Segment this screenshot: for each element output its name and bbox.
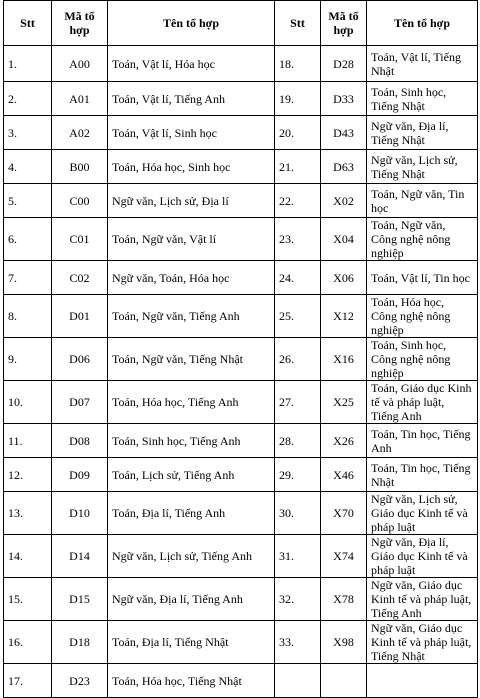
table-row bbox=[4, 116, 478, 150]
header-code-left: Mã tổ hợp bbox=[52, 1, 108, 46]
table-header-row bbox=[4, 1, 478, 46]
cell-stt-left: 8. bbox=[4, 295, 52, 338]
subject-combination-table bbox=[3, 0, 478, 698]
cell-stt-right: 30. bbox=[275, 492, 321, 535]
cell-name-right: Toán, Ngữ văn, Công nghệ nông nghiệp bbox=[367, 218, 478, 261]
cell-stt-left: 12. bbox=[4, 458, 52, 492]
cell-code-right: D28 bbox=[321, 46, 367, 82]
cell-code-left: D09 bbox=[52, 458, 108, 492]
cell-stt-left: 13. bbox=[4, 492, 52, 535]
cell-name-left: Toán, Lịch sử, Tiếng Anh bbox=[108, 458, 275, 492]
cell-name-left: Toán, Vật lí, Tiếng Anh bbox=[108, 82, 275, 116]
cell-name-left: Toán, Sinh học, Tiếng Anh bbox=[108, 424, 275, 458]
table-body bbox=[4, 46, 478, 698]
cell-code-left: D06 bbox=[52, 338, 108, 381]
table-row bbox=[4, 621, 478, 664]
cell-stt-left: 16. bbox=[4, 621, 52, 664]
cell-name-right: Toán, Sinh học, Tiếng Nhật bbox=[367, 82, 478, 116]
cell-name-right: Toán, Sinh học, Công nghệ nông nghiệp bbox=[367, 338, 478, 381]
cell-stt-right: 21. bbox=[275, 150, 321, 184]
cell-stt-left: 7. bbox=[4, 261, 52, 295]
table-row bbox=[4, 578, 478, 621]
cell-name-left: Toán, Ngữ văn, Vật lí bbox=[108, 218, 275, 261]
cell-code-left: D07 bbox=[52, 381, 108, 424]
cell-stt-right: 25. bbox=[275, 295, 321, 338]
cell-code-left: D01 bbox=[52, 295, 108, 338]
cell-stt-left: 1. bbox=[4, 46, 52, 82]
cell-stt-right: 27. bbox=[275, 381, 321, 424]
table-row bbox=[4, 46, 478, 82]
cell-name-left: Toán, Địa lí, Tiếng Nhật bbox=[108, 621, 275, 664]
cell-name-left: Ngữ văn, Lịch sử, Địa lí bbox=[108, 184, 275, 218]
cell-name-right: Toán, Vật lí, Tiếng Nhật bbox=[367, 46, 478, 82]
cell-stt-right: 22. bbox=[275, 184, 321, 218]
table-row bbox=[4, 535, 478, 578]
table-row bbox=[4, 492, 478, 535]
cell-code-right: X46 bbox=[321, 458, 367, 492]
cell-code-right: X78 bbox=[321, 578, 367, 621]
table-row bbox=[4, 218, 478, 261]
cell-code-left: A01 bbox=[52, 82, 108, 116]
cell-stt-right: 26. bbox=[275, 338, 321, 381]
cell-stt-left: 11. bbox=[4, 424, 52, 458]
cell-name-right: Toán, Hóa học, Công nghệ nông nghiệp bbox=[367, 295, 478, 338]
cell-name-right: Toán, Ngữ văn, Tin học bbox=[367, 184, 478, 218]
cell-stt-left: 17. bbox=[4, 664, 52, 698]
cell-stt-right: 18. bbox=[275, 46, 321, 82]
header-stt-left: Stt bbox=[4, 1, 52, 46]
cell-stt-left: 2. bbox=[4, 82, 52, 116]
table-row bbox=[4, 295, 478, 338]
table-row bbox=[4, 82, 478, 116]
cell-stt-left: 6. bbox=[4, 218, 52, 261]
header-name-left: Tên tổ hợp bbox=[108, 1, 275, 46]
cell-code-left: D23 bbox=[52, 664, 108, 698]
cell-stt-right: 28. bbox=[275, 424, 321, 458]
cell-code-right: X98 bbox=[321, 621, 367, 664]
cell-name-right: Ngữ văn, Giáo dục Kinh tế và pháp luật, Tiếng Anh bbox=[367, 578, 478, 621]
cell-name-right: Toán, Giáo dục Kinh tế và pháp luật, Tiếng Anh bbox=[367, 381, 478, 424]
cell-code-left: C00 bbox=[52, 184, 108, 218]
cell-name-left: Toán, Hóa học, Sinh học bbox=[108, 150, 275, 184]
cell-code-right: X04 bbox=[321, 218, 367, 261]
cell-stt-right bbox=[275, 664, 321, 698]
cell-stt-right: 23. bbox=[275, 218, 321, 261]
cell-stt-left: 15. bbox=[4, 578, 52, 621]
table-row bbox=[4, 150, 478, 184]
cell-name-right bbox=[367, 664, 478, 698]
cell-name-left: Toán, Hóa học, Tiếng Nhật bbox=[108, 664, 275, 698]
table-row bbox=[4, 338, 478, 381]
table-row bbox=[4, 458, 478, 492]
cell-name-left: Ngữ văn, Lịch sử, Tiếng Anh bbox=[108, 535, 275, 578]
cell-name-left: Toán, Hóa học, Tiếng Anh bbox=[108, 381, 275, 424]
cell-code-left: D18 bbox=[52, 621, 108, 664]
header-name-right: Tên tổ hợp bbox=[367, 1, 478, 46]
cell-stt-right: 32. bbox=[275, 578, 321, 621]
cell-name-right: Ngữ văn, Địa lí, Tiếng Nhật bbox=[367, 116, 478, 150]
cell-code-right: X25 bbox=[321, 381, 367, 424]
cell-name-right: Toán, Tin học, Tiếng Nhật bbox=[367, 458, 478, 492]
table-row bbox=[4, 184, 478, 218]
cell-code-left: D14 bbox=[52, 535, 108, 578]
cell-code-right: D63 bbox=[321, 150, 367, 184]
cell-name-left: Toán, Ngữ văn, Tiếng Anh bbox=[108, 295, 275, 338]
cell-stt-left: 5. bbox=[4, 184, 52, 218]
cell-code-left: A02 bbox=[52, 116, 108, 150]
cell-code-right bbox=[321, 664, 367, 698]
cell-stt-left: 3. bbox=[4, 116, 52, 150]
cell-name-right: Toán, Tin học, Tiếng Anh bbox=[367, 424, 478, 458]
cell-name-left: Ngữ văn, Toán, Hóa học bbox=[108, 261, 275, 295]
cell-stt-right: 19. bbox=[275, 82, 321, 116]
cell-name-right: Ngữ văn, Giáo dục Kinh tế và pháp luật, Tiếng Nhật bbox=[367, 621, 478, 664]
cell-stt-right: 33. bbox=[275, 621, 321, 664]
cell-name-left: Ngữ văn, Địa lí, Tiếng Anh bbox=[108, 578, 275, 621]
cell-name-left: Toán, Ngữ văn, Tiếng Nhật bbox=[108, 338, 275, 381]
cell-stt-right: 24. bbox=[275, 261, 321, 295]
cell-code-left: C02 bbox=[52, 261, 108, 295]
cell-code-left: B00 bbox=[52, 150, 108, 184]
cell-code-left: C01 bbox=[52, 218, 108, 261]
table-row bbox=[4, 424, 478, 458]
cell-code-left: D08 bbox=[52, 424, 108, 458]
header-stt-right: Stt bbox=[275, 1, 321, 46]
cell-name-left: Toán, Vật lí, Sinh học bbox=[108, 116, 275, 150]
cell-stt-right: 31. bbox=[275, 535, 321, 578]
cell-name-left: Toán, Địa lí, Tiếng Anh bbox=[108, 492, 275, 535]
cell-code-right: D33 bbox=[321, 82, 367, 116]
cell-stt-left: 9. bbox=[4, 338, 52, 381]
cell-code-right: X06 bbox=[321, 261, 367, 295]
cell-stt-left: 10. bbox=[4, 381, 52, 424]
cell-code-right: X70 bbox=[321, 492, 367, 535]
cell-code-right: D43 bbox=[321, 116, 367, 150]
cell-name-right: Ngữ văn, Lịch sử, Tiếng Nhật bbox=[367, 150, 478, 184]
cell-code-left: D10 bbox=[52, 492, 108, 535]
cell-stt-left: 4. bbox=[4, 150, 52, 184]
cell-code-right: X12 bbox=[321, 295, 367, 338]
table-row bbox=[4, 664, 478, 698]
cell-code-left: D15 bbox=[52, 578, 108, 621]
cell-code-right: X02 bbox=[321, 184, 367, 218]
cell-code-right: X26 bbox=[321, 424, 367, 458]
cell-name-left: Toán, Vật lí, Hóa học bbox=[108, 46, 275, 82]
cell-name-right: Ngữ văn, Địa lí, Giáo dục Kinh tế và pháp luật bbox=[367, 535, 478, 578]
table-row bbox=[4, 381, 478, 424]
cell-stt-right: 29. bbox=[275, 458, 321, 492]
cell-code-right: X16 bbox=[321, 338, 367, 381]
cell-name-right: Ngữ văn, Lịch sử, Giáo dục Kinh tế và pháp luật bbox=[367, 492, 478, 535]
cell-code-right: X74 bbox=[321, 535, 367, 578]
cell-code-left: A00 bbox=[52, 46, 108, 82]
cell-stt-left: 14. bbox=[4, 535, 52, 578]
cell-stt-right: 20. bbox=[275, 116, 321, 150]
header-code-right: Mã tổ hợp bbox=[321, 1, 367, 46]
table-row bbox=[4, 261, 478, 295]
cell-name-right: Toán, Vật lí, Tin học bbox=[367, 261, 478, 295]
